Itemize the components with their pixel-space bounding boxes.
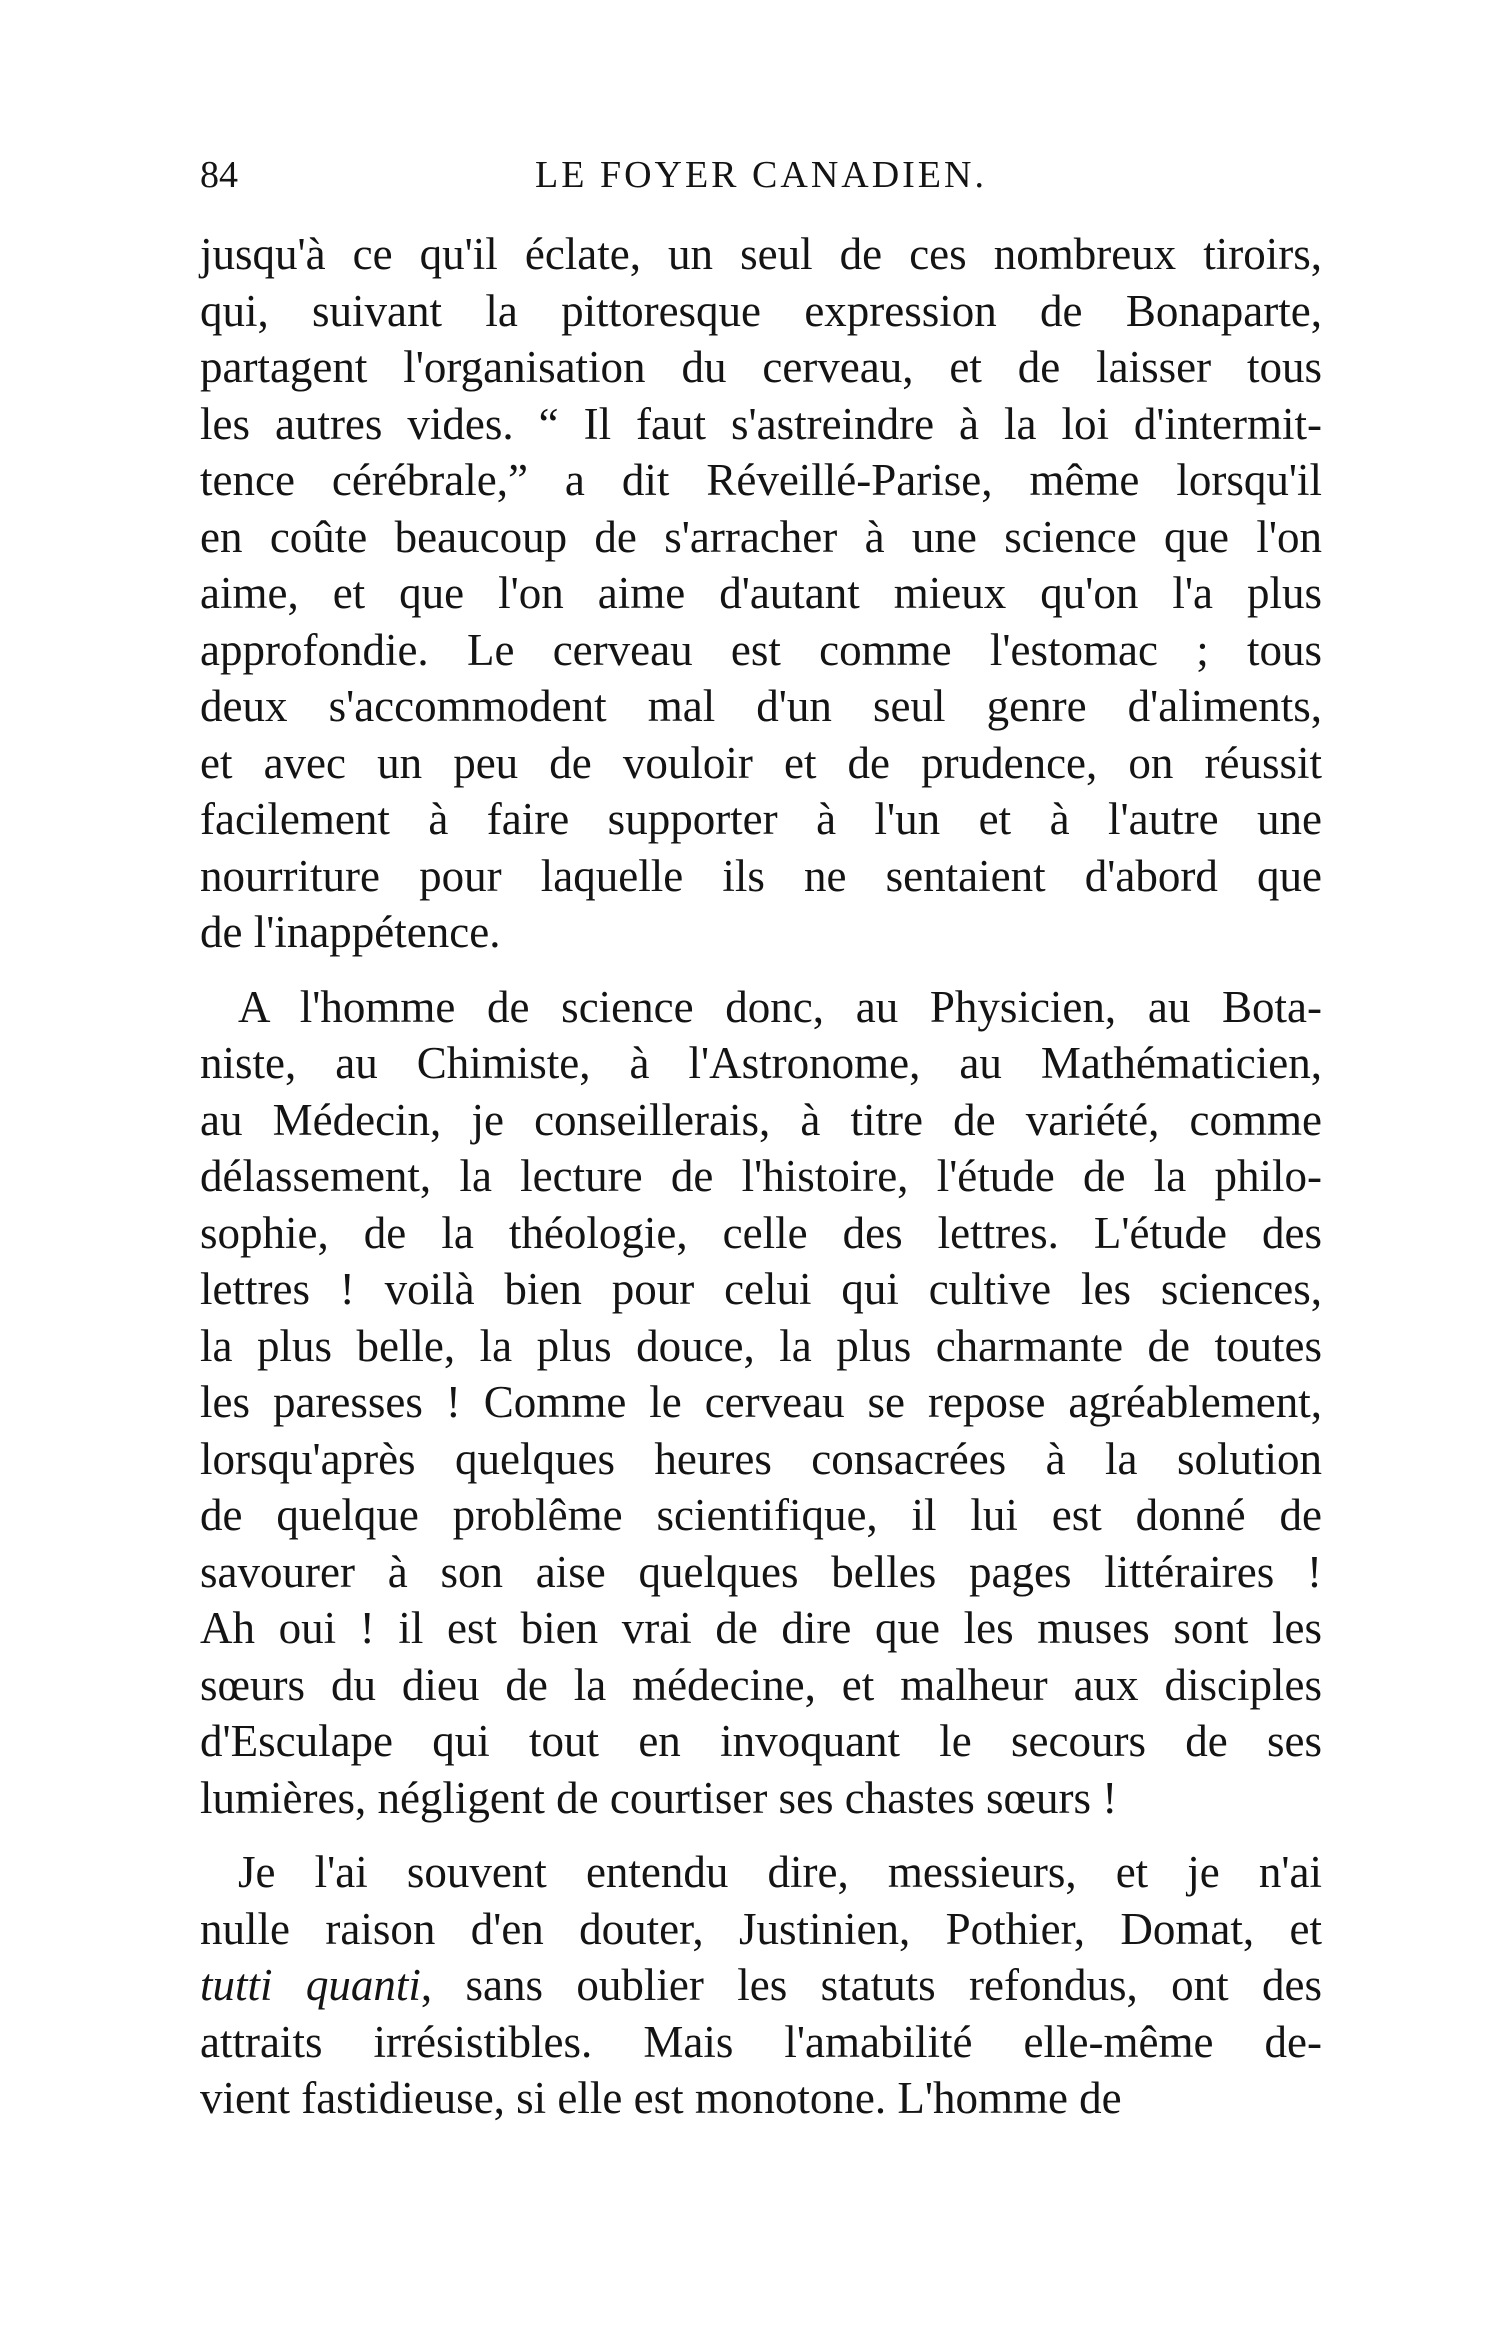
line-text: sophie, de la théologie, celle des lettres. L'étude des — [200, 1207, 1322, 1258]
text-line — [200, 1374, 1322, 1431]
line-text: lorsqu'après quelques heures consacrées à la solution — [200, 1433, 1322, 1484]
paragraph — [200, 226, 1322, 961]
line-text: nulle raison d'en douter, Justinien, Pothier, Domat, et — [200, 1903, 1322, 1954]
running-head — [200, 150, 1322, 200]
line-text: facilement à faire supporter à l'un et à l'autre une — [200, 794, 1322, 844]
text-line — [200, 565, 1322, 622]
italic-text: tutti quanti — [200, 1960, 421, 2010]
line-text: vient fastidieuse, si elle est monotone. L'homme de — [200, 2073, 1122, 2123]
line-text: au Médecin, je conseillerais, à titre de variété, comme — [200, 1094, 1322, 1145]
running-title: LE FOYER CANADIEN. — [535, 154, 987, 196]
text-line — [200, 1901, 1322, 1958]
line-text: attraits irrésistibles. Mais l'amabilité elle-même de- — [200, 2016, 1322, 2067]
line-text: A l'homme de science donc, au Physicien, au Bota- — [238, 981, 1322, 1032]
line-text: délassement, la lecture de l'histoire, l'étude de la philo- — [200, 1151, 1322, 1201]
text-line — [200, 1770, 1322, 1827]
line-text: de quelque problême scientifique, il lui est donné de — [200, 1490, 1322, 1540]
page-number: 84 — [200, 154, 238, 196]
text-line — [200, 1092, 1322, 1149]
line-text: qui, suivant la pittoresque expression de Bonaparte, — [200, 285, 1322, 336]
text-line — [200, 1035, 1322, 1092]
line-text: tence cérébrale,” a dit Réveillé-Parise, même lorsqu'il — [200, 455, 1322, 505]
line-text: lettres ! voilà bien pour celui qui cultive les sciences, — [200, 1264, 1322, 1314]
line-text: nourriture pour laquelle ils ne sentaient d'abord que — [200, 850, 1322, 901]
text-line — [200, 1657, 1322, 1714]
text-line — [200, 452, 1322, 509]
line-text: de l'inappétence. — [200, 907, 501, 957]
body-text — [200, 226, 1322, 2127]
text-line — [200, 1544, 1322, 1601]
paragraph-gap — [200, 961, 1322, 979]
book-page — [200, 0, 1322, 2341]
text-line — [200, 735, 1322, 792]
paragraph-gap — [200, 1826, 1322, 1844]
line-text: d'Esculape qui tout en invoquant le secours de ses — [200, 1716, 1322, 1766]
text-line — [200, 226, 1322, 283]
line-text: approfondie. Le cerveau est comme l'estomac ; tous — [200, 624, 1322, 675]
line-text: savourer à son aise quelques belles pages littéraires ! — [200, 1546, 1322, 1597]
text-segment: , sans oublier les statuts refondus, ont des — [420, 1960, 1322, 2010]
text-line — [200, 678, 1322, 735]
text-line — [200, 1431, 1322, 1488]
text-line — [200, 1148, 1322, 1205]
text-line — [200, 1600, 1322, 1657]
line-text: Je l'ai souvent entendu dire, messieurs, et je n'ai — [238, 1847, 1322, 1897]
line-text: et avec un peu de vouloir et de prudence, on réussit — [200, 737, 1322, 788]
text-line — [200, 1957, 1322, 2014]
line-text: deux s'accommodent mal d'un seul genre d'aliments, — [200, 681, 1322, 731]
line-text: aime, et que l'on aime d'autant mieux qu'on l'a plus — [200, 568, 1322, 618]
line-text: Ah oui ! il est bien vrai de dire que les muses sont les — [200, 1603, 1322, 1653]
text-line — [200, 791, 1322, 848]
text-line — [200, 509, 1322, 566]
paragraph — [200, 1844, 1322, 2127]
line-text: sœurs du dieu de la médecine, et malheur aux disciples — [200, 1659, 1322, 1710]
line-text: partagent l'organisation du cerveau, et de laisser tous — [200, 342, 1322, 392]
line-text: jusqu'à ce qu'il éclate, un seul de ces nombreux tiroirs, — [200, 229, 1322, 279]
text-line — [200, 283, 1322, 340]
line-text: en coûte beaucoup de s'arracher à une science que l'on — [200, 511, 1322, 562]
text-line — [200, 396, 1322, 453]
line-text: les autres vides. “ Il faut s'astreindre à la loi d'intermit- — [200, 398, 1322, 449]
line-text: niste, au Chimiste, à l'Astronome, au Mathématicien, — [200, 1038, 1322, 1088]
line-text: la plus belle, la plus douce, la plus charmante de toutes — [200, 1320, 1322, 1371]
paragraph — [200, 979, 1322, 1827]
text-line — [200, 1713, 1322, 1770]
text-line — [200, 1487, 1322, 1544]
text-line — [200, 904, 1322, 961]
line-text: lumières, négligent de courtiser ses chastes sœurs ! — [200, 1772, 1118, 1823]
text-line — [200, 339, 1322, 396]
line-text: les paresses ! Comme le cerveau se repose agréablement, — [200, 1377, 1322, 1427]
text-line — [200, 979, 1322, 1036]
text-line — [200, 848, 1322, 905]
text-line — [200, 622, 1322, 679]
text-line — [200, 1318, 1322, 1375]
text-line — [200, 1844, 1322, 1901]
text-line — [200, 1261, 1322, 1318]
text-line — [200, 1205, 1322, 1262]
text-line — [200, 2014, 1322, 2071]
text-line — [200, 2070, 1322, 2127]
